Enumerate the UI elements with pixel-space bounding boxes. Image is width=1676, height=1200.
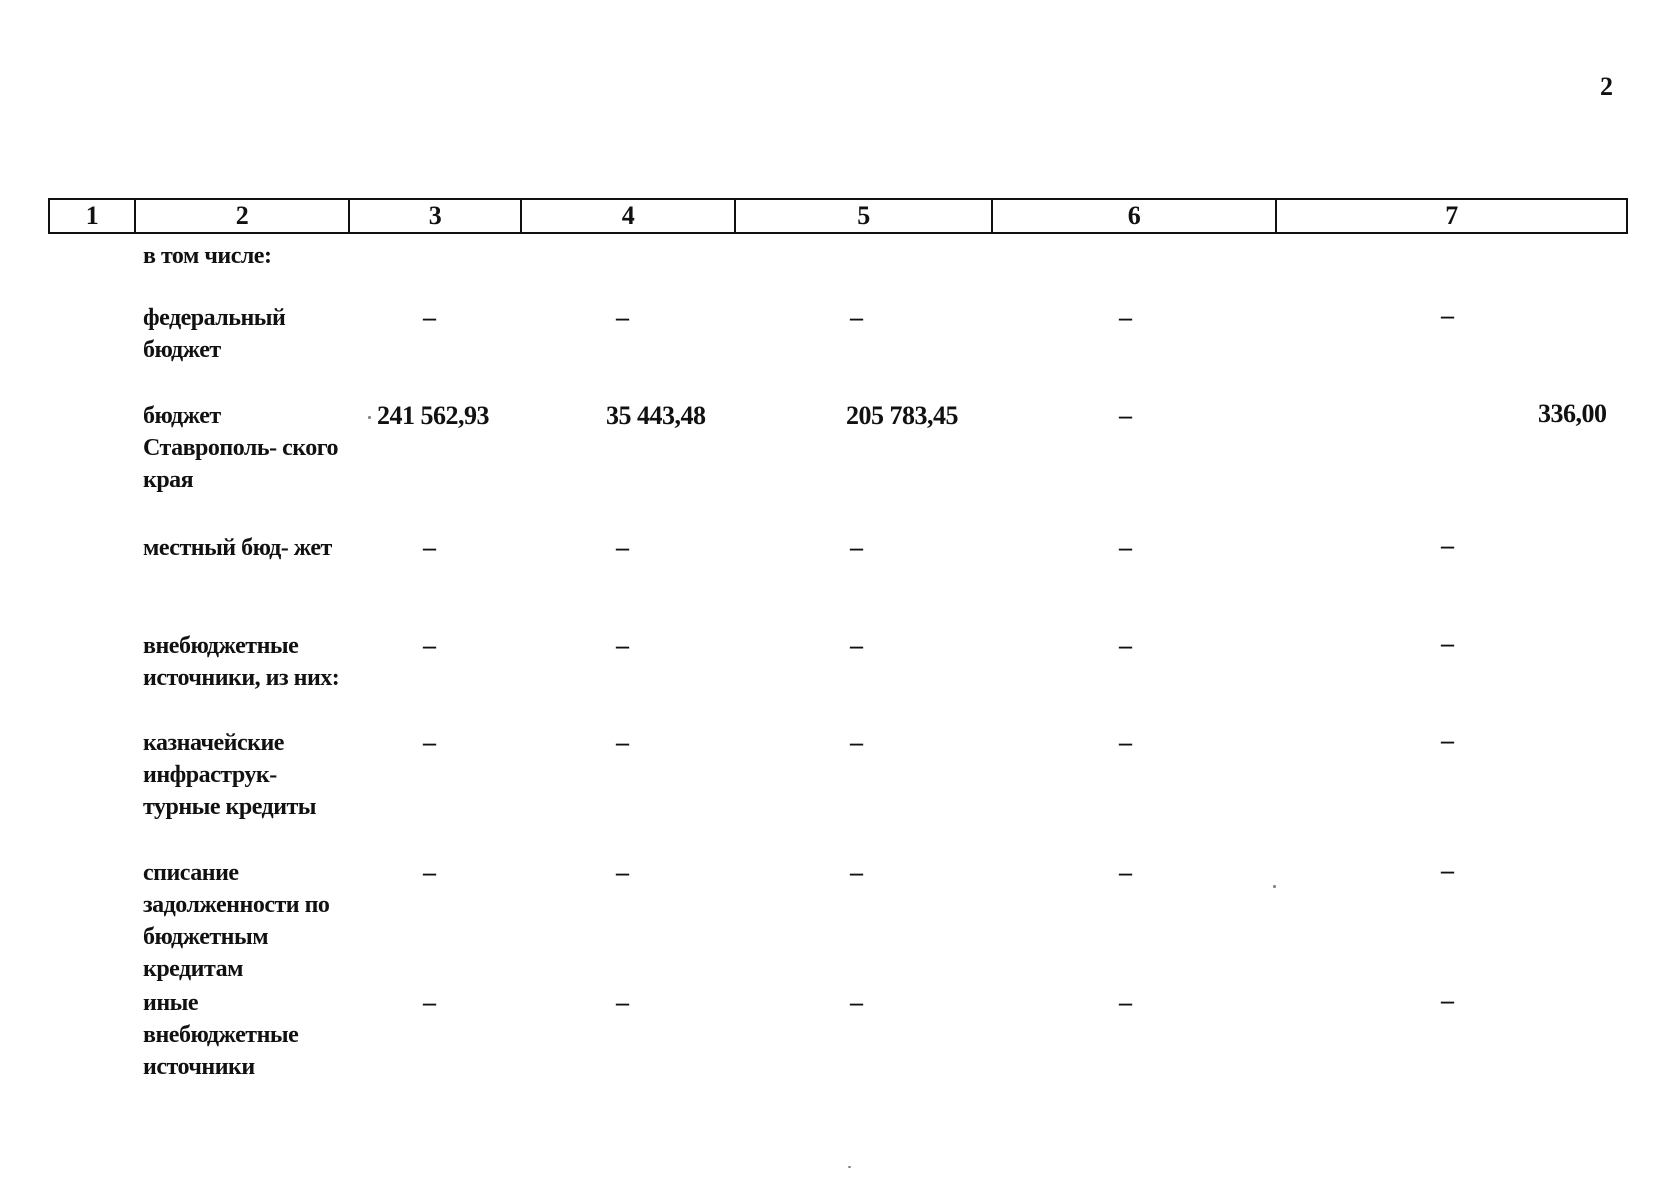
extra-col7: – — [1441, 629, 1454, 658]
column-number-header — [48, 198, 1628, 234]
stavropol-col7: 336,00 — [1538, 399, 1607, 428]
header-row — [49, 199, 1627, 233]
other-col6: – — [1119, 988, 1132, 1017]
writeoff-col6: – — [1119, 858, 1132, 887]
treasury-col4: – — [616, 728, 629, 757]
writeoff-col7: – — [1441, 856, 1454, 885]
treasury-col6: – — [1119, 728, 1132, 757]
other-col3: – — [423, 988, 436, 1017]
federal-col7: – — [1441, 301, 1454, 330]
row-label-debt-write-off: списание задолженности по бюджетным кредитам — [143, 860, 330, 982]
writeoff-col3: – — [423, 858, 436, 887]
row-label-treasury-credits: казначейские инфраструк- турные кредиты — [143, 730, 317, 820]
federal-col5: – — [850, 303, 863, 332]
treasury-col5: – — [850, 728, 863, 757]
local-col6: – — [1119, 533, 1132, 562]
row-label-other-extra-budgetary: иные внебюджетные источники — [143, 990, 299, 1080]
treasury-col3: – — [423, 728, 436, 757]
local-col4: – — [616, 533, 629, 562]
local-col7: – — [1441, 531, 1454, 560]
other-col4: – — [616, 988, 629, 1017]
extra-col5: – — [850, 631, 863, 660]
header-col-1: 1 — [49, 199, 135, 233]
local-col3: – — [423, 533, 436, 562]
scan-speck — [1273, 885, 1276, 888]
row-label-including: в том числе: — [143, 243, 272, 269]
header-col-6: 6 — [992, 199, 1276, 233]
federal-col6: – — [1119, 303, 1132, 332]
treasury-col7: – — [1441, 726, 1454, 755]
other-col5: – — [850, 988, 863, 1017]
stavropol-col6: – — [1119, 401, 1132, 430]
header-col-5: 5 — [735, 199, 992, 233]
header-col-3: 3 — [349, 199, 521, 233]
writeoff-col4: – — [616, 858, 629, 887]
header-col-4: 4 — [521, 199, 735, 233]
stavropol-col4: 35 443,48 — [606, 401, 706, 430]
header-col-7: 7 — [1276, 199, 1627, 233]
extra-col3: – — [423, 631, 436, 660]
row-label-federal-budget: федеральный бюджет — [143, 305, 286, 363]
scan-speck — [368, 416, 371, 419]
extra-col6: – — [1119, 631, 1132, 660]
page-number: 2 — [1600, 72, 1613, 101]
writeoff-col5: – — [850, 858, 863, 887]
stavropol-col5: 205 783,45 — [846, 401, 958, 430]
header-col-2: 2 — [135, 199, 349, 233]
stavropol-col3: 241 562,93 — [377, 401, 489, 430]
row-label-local-budget: местный бюд- жет — [143, 535, 332, 561]
row-label-extra-budgetary: внебюджетные источники, из них: — [143, 633, 340, 691]
extra-col4: – — [616, 631, 629, 660]
federal-col3: – — [423, 303, 436, 332]
federal-col4: – — [616, 303, 629, 332]
row-label-stavropol-budget: бюджет Ставрополь- ского края — [143, 403, 339, 493]
local-col5: – — [850, 533, 863, 562]
other-col7: – — [1441, 986, 1454, 1015]
scan-speck — [848, 1166, 851, 1168]
